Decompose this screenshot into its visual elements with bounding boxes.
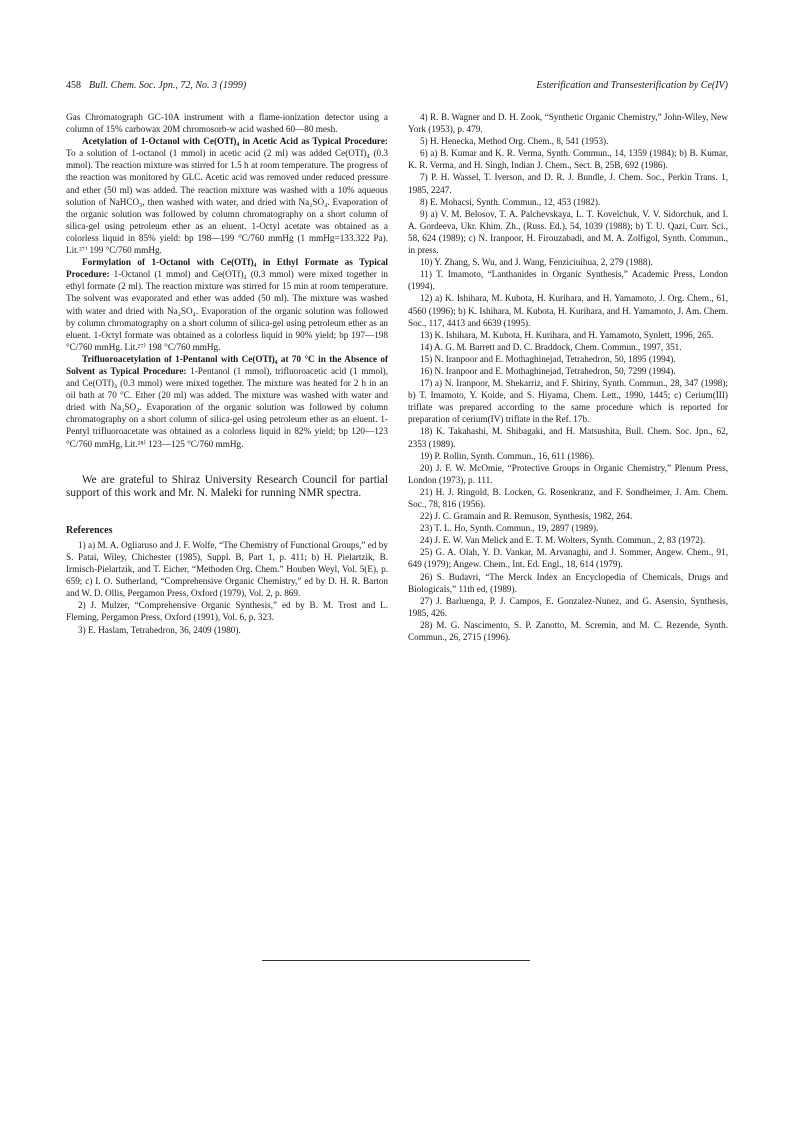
reference-item: 7) P. H. Wassel, T. Iverson, and D. R. J. Bundle, J. Chem. Soc., Perkin Trans. 1, 1985, 2247. [408,172,728,195]
procedure-trifluoroacetylation [66,353,388,450]
reference-item: 23) T. L. Ho, Synth. Commun., 19, 2897 (1989). [420,523,599,534]
reference-item: 20) J. F. W. McOmie, “Protective Groups in Organic Chemistry,” Plenum Press, London (1973), p. 111. [408,462,728,485]
reference-item: 21) H. J. Ringold, B. Locken, G. Rosenkranz, and F. Sondheimer, J. Am. Chem. Soc., 78, 816 (1956). [408,486,728,509]
reference-item: 2) J. Mulzer, “Comprehensive Organic Synthesis,” ed by B. M. Trost and L. Fleming, Pergamon Press, Oxford (1991), Vol. 6, p. 323. [66,600,388,623]
reference-item: 11) T. Imamoto, “Lanthanides in Organic Synthesis,” Academic Press, London (1994). [408,269,728,292]
acknowledgement: We are grateful to Shiraz University Research Council for partial support of this work and Mr. N. Maleki for running NMR spectra. [66,473,388,500]
reference-item: 5) H. Henecka, Method Org. Chem., 8, 541 (1953). [420,136,609,147]
journal-citation: Bull. Chem. Soc. Jpn., 72, No. 3 (1999) [89,80,247,91]
reference-item: 24) J. E. W. Van Melick and E. T. M. Wolters, Synth. Commun., 2, 83 (1972). [420,535,706,546]
procedure-body: To a solution of 1-octanol (1 mmol) in acetic acid (2 ml) was added Ce(OTf)₄ (0.3 mmol). The reaction mixture was stirred for 1.5 h at room temperature. The progress of the reaction was monitored by GLC. Acetic acid was removed under reduced pressure and ether (50 ml) was added. The reaction mixture was washed with a 10% aqueous solution of NaHCO₃, then washed with water, and dried with Na₂SO₄. Evaporation of the organic solution was followed by column chromatography on a short column of silica-gel using petroleum ether as an eluent. 1-Octyl acetate was obtained as a colorless liquid in 85% yield: bp 198—199 °C/760 mmHg (1 mmHg=133.322 Pa). Lit.²⁷⁾ 199 °C/760 mmHg. [66,148,388,256]
reference-item: 6) a) B. Kumar and K. R. Verma, Synth. Commun., 14, 1359 (1984); b) B. Kumar, K. R. Verma, and H. Singh, Indian J. Chem., Sect. B, 25B, 692 (1986). [408,148,728,171]
procedure-heading: Acetylation of 1-Octanol with Ce(OTf)₄ in Acetic Acid as Typical Procedure: [82,136,388,147]
references-heading: References [66,524,113,536]
end-rule [262,960,530,961]
procedure-heading: Formylation of 1-Octanol with Ce(OTf)₄ in Ethyl Formate as Typical Procedure: [66,257,388,280]
procedure-body: 1-Octanol (1 mmol) and Ce(OTf)₄ (0.3 mmol) were mixed together in ethyl formate (2 ml). The reaction mixture was stirred for 15 min at room temperature. The solvent was evaporated and ether was added (50 ml). The mixture was washed with water and dried with Na₂SO₄. Evaporation of the organic solution was followed by column chromatography on a short column of silica-gel using petroleum ether as an eluent. 1-Octyl formate was obtained as a colorless liquid in 90% yield; bp 197—198 °C/760 mmHg. Lit.²⁷⁾ 198 °C/760 mmHg. [66,269,389,352]
left-column [66,111,388,636]
reference-item: 25) G. A. Olah, Y. D. Vankar, M. Arvanaghi, and J. Sommer, Angew. Chem., 91, 649 (1979); Angew. Chem., Int. Ed. Engl., 18, 614 (1979). [408,547,728,570]
running-title: Esterification and Transesterification by Ce(IV) [536,80,728,91]
reference-item: 17) a) N. Iranpoor, M. Shekarriz, and F. Shiriny, Synth. Commun., 28, 347 (1998); b) T. Imamoto, Y. Koide, and S. Hiyama, Chem. Lett., 1990, 1445; c) Cerium(III) triflate was prepared according to the same procedure which is reported for preparation of cerium(IV) triflate in the Ref. 17b. [408,378,728,425]
reference-item: 12) a) K. Ishihara, M. Kubota, H. Kurihara, and H. Yamamoto, J. Org. Chem., 61, 4560 (1996); b) K. Ishihara, M. Kubota, H. Kurihara, and H. Yamamoto, J. Am. Chem. Soc., 117, 4413 and 6639 (1995). [408,293,728,328]
reference-item: 15) N. Iranpoor and E. Mothaghinejad, Tetrahedron, 50, 1895 (1994). [420,353,676,364]
procedure-heading: Trifluoroacetylation of 1-Pentanol with Ce(OTf)₄ at 70 °C in the Absence of Solvent as Typical Procedure: [66,353,388,376]
intro-paragraph: Gas Chromatograph GC-10A instrument with a flame-ionization detector using a column of 15% carbowax 20M chromosorb-w acid washed 60—80 mesh. [66,112,388,135]
reference-item: 14) A. G. M. Barrett and D. C. Braddock, Chem. Commun., 1997, 351. [420,341,682,352]
reference-item: 22) J. C. Gramain and R. Remuson, Synthesis, 1982, 264. [420,511,633,522]
reference-item: 3) E. Haslam, Tetrahedron, 36, 2409 (1980). [78,624,241,635]
reference-item: 9) a) V. M. Belosov, T. A. Palchevskaya, L. T. Kovelchuk, V. V. Sidorchuk, and I. A. Gordeeva, Ukr. Khim. Zh., (Russ. Ed.), 54, 1039 (1988); b) T. U. Qazi, Curr. Sci., 58, 624 (1989); c) N. Iranpoor, H. Firouzabadi, and M. A. Zolfigol, Synth. Commun., in press. [408,208,728,256]
reference-item: 26) S. Budavri, “The Merck Index an Encyclopedia of Chemicals, Drugs and Biologicals,” 11th ed, (1989). [408,571,728,594]
reference-item: 19) P. Rollin, Synth. Commun., 16, 611 (1986). [420,450,595,461]
procedure-body: 1-Pentanol (1 mmol), trifluoroacetic acid (1 mmol), and Ce(OTf)₄ (0.3 mmol) were mixed together. The mixture was heated for 2 h in an oil bath at 70 °C. Ether (20 ml) was added. The mixture was washed with water and dried with Na₂SO₄. Evaporation of the organic solution was followed by column chromatography on a short column of silica-gel using petroleum ether as an eluent. 1-Pentyl trifluoroacetate was obtained as a colorless liquid in 82% yield; bp 120—123 °C/760 mmHg, Lit.²⁸⁾ 123—125 °C/760 mmHg. [66,365,388,449]
reference-item: 8) E. Mohacsi, Synth. Commun., 12, 453 (1982). [420,196,601,207]
reference-item: 10) Y. Zhang, S. Wu, and J. Wang, Fenziciuihua, 2, 279 (1988). [420,257,653,268]
reference-item: 1) a) M. A. Ogliaruso and J. F. Wolfe, “The Chemistry of Functional Groups,” ed by S. Patai, Wiley, Chichester (1985), Suppl. B, Part 1, p. 411; b) H. Pielartzik, B. Irmisch-Pielartzik, and T. Eicher, “Methoden Org. Chem.” Houben Weyl, Vol. 5(E), p. 659; c) I. O. Sutherland, “Comprehensive Organic Chemistry,” ed by D. H. R. Barton and W. D. Ollis, Pergamon Press, Oxford (1979), Vol. 2, p. 869. [66,539,388,599]
page-header [66,80,728,94]
reference-item: 13) K. Ishihara, M. Kubota, H. Kurihara, and H. Yamamoto, Synlett, 1996, 265. [420,329,714,340]
reference-item: 28) M. G. Nascimento, S. P. Zanotto, M. Scremin, and M. C. Rezende, Synth. Commun., 26, 2715 (1996). [408,619,728,643]
right-column [408,111,728,643]
reference-item: 27) J. Barluenga, P. J. Campos, E. Gonzalez-Nunez, and G. Asensio, Synthesis, 1985, 426. [408,595,728,618]
procedure-acetylation [66,135,388,256]
reference-item: 4) R. B. Wagner and D. H. Zook, “Synthetic Organic Chemistry,” John-Wiley, New York (1953), p. 479. [408,112,728,135]
reference-item: 16) N. Iranpoor and E. Mothaghinejad, Tetrahedron, 50, 7299 (1994). [420,365,676,376]
procedure-formylation [66,256,388,353]
page-number: 458 [66,80,81,91]
reference-item: 18) K. Takahashi, M. Shibagaki, and H. Matsushita, Bull. Chem. Soc. Jpn., 62, 2353 (1989). [408,426,728,449]
